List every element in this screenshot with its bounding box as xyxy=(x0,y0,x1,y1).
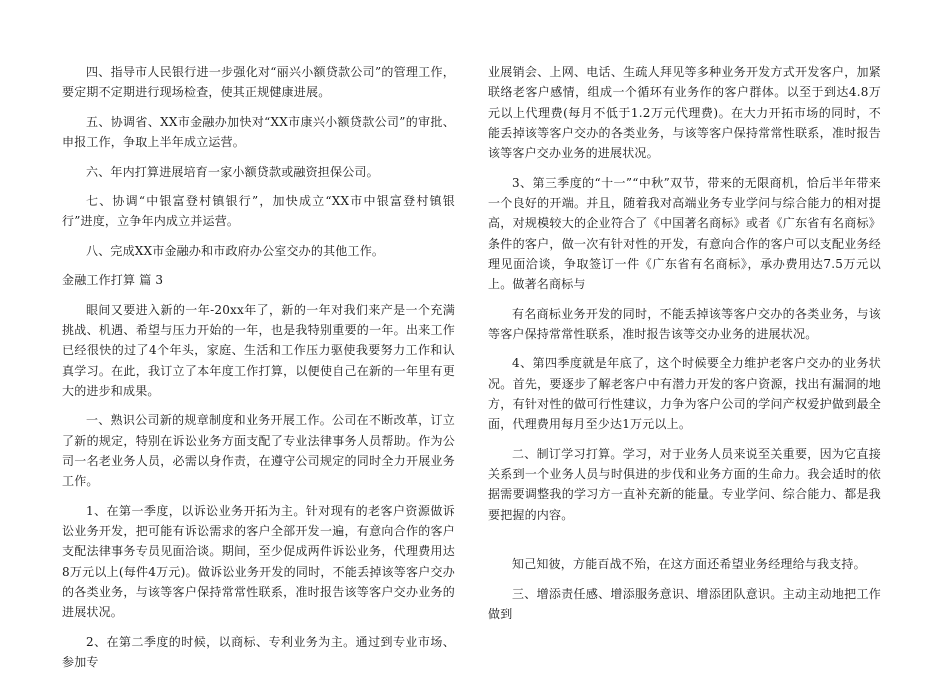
right-paragraph: 业展销会、上网、电话、生疏人拜见等多种业务开发方式开发客户，加紧联络老客户感情，组成一个循环有业务作的客户群体。以至于到达4.8万元以上代理费(每月不低于1.2万元代理费)。在大力开拓市场的同时，不能丢掉该等客户交办的各类业务，与该等客户保持常常性联系，准时报告该等客户交办业务的进展状况。 xyxy=(488,65,881,161)
right-paragraph: 三、增添责任感、增添服务意识、增添团队意识。主动主动地把工作做到 xyxy=(488,586,881,621)
left-paragraph: 眼间又要进入新的一年-20xx年了，新的一年对我们来产是一个充满挑战、机遇、希望与压力开始的一年，也是我特别重要的一年。出来工作已经很快的过了4个年头，家庭、生活和工作压力驱使我要努力工作和认真学习。在此，我订立了本年度工作打算，以便使自己在新的一年里有更大的进步和成果。 xyxy=(62,302,455,398)
left-text-column xyxy=(62,62,455,682)
left-paragraph: 七、协调“中银富登村镇银行”，加快成立“XX市中银富登村镇银行”进度，立争年内成立并运营。 xyxy=(62,194,455,229)
right-paragraph: 3、第三季度的“十一”“中秋”双节，带来的无限商机，恰后半年带来一个良好的开端。并且，随着我对高端业务专业学问与综合能力的相对提高，对规模较大的企业符合了《中国著名商标》或者《广东省有名商标》条件的客户，做一次有针对性的开发，有意向合作的客户可以支配业务经理见面洽谈，争取签订一件《广东省有名商标》，承办费用达7.5万元以上。做著名商标与 xyxy=(488,175,881,292)
right-paragraph: 有名商标业务开发的同时，不能丢掉该等客户交办的各类业务，与该等客户保持常常性联系，准时报告该等交办业务的进展状况。 xyxy=(488,306,881,341)
left-paragraph: 一、熟识公司新的规章制度和业务开展工作。公司在不断改革，订立了新的规定，特别在诉讼业务方面支配了专业法律事务人员帮助。作为公司一名老业务人员，必需以身作责，在遵守公司规定的同时全力开展业务工作。 xyxy=(62,413,455,489)
left-paragraph: 八、完成XX市金融办和市政府办公室交办的其他工作。 xyxy=(86,243,385,258)
right-text-column xyxy=(488,62,881,633)
paragraph-gap xyxy=(488,534,881,554)
left-paragraph: 金融工作打算 篇 3 xyxy=(62,273,164,288)
right-paragraph: 二、制订学习打算。学习，对于业务人员来说至关重要，因为它直接关系到一个业务人员与时俱进的步伐和业务方面的生命力。我会适时的依据需要调整我的学习方一直补充新的能量。专业学问、综合能力、都是我要把握的内容。 xyxy=(488,446,881,522)
right-paragraph: 知己知彼，方能百战不殆，在这方面还希望业务经理给与我支持。 xyxy=(512,557,866,572)
left-paragraph: 四、指导市人民银行进一步强化对“丽兴小额贷款公司”的管理工作，要定期不定期进行现场检查，使其正规健康进展。 xyxy=(62,65,455,100)
left-paragraph: 六、年内打算进展培育一家小额贷款或融资担保公司。 xyxy=(86,164,379,179)
left-paragraph: 2、在第二季度的时候，以商标、专利业务为主。通过到专业市场、参加专 xyxy=(62,634,455,670)
left-paragraph: 1、在第一季度，以诉讼业务开拓为主。针对现有的老客户资源做诉讼业务开发，把可能有诉讼需求的客户全部开发一遍，有意向合作的客户支配法律事务专员见面洽谈。期间，至少促成两件诉讼业务，代理费用达8万元以上(每件4万元)。做诉讼业务开发的同时，不能丢掉该等客户交办的各类业务，与该等客户保持常常性联系，准时报告该等客户交办业务的进展状况。 xyxy=(62,503,455,620)
left-paragraph: 五、协调省、XX市金融办加快对“XX市康兴小额贷款公司”的审批、申报工作，争取上半年成立运营。 xyxy=(62,114,455,150)
right-paragraph: 4、第四季度就是年底了，这个时候要全力维护老客户交办的业务状况。首先，要逐步了解老客户中有潜力开发的客户资源，找出有漏洞的地方，有针对性的做可行性建议，力争为客户公司的学问产权爱护做到最全面，代理费用每月至少达1万元以上。 xyxy=(488,356,881,432)
